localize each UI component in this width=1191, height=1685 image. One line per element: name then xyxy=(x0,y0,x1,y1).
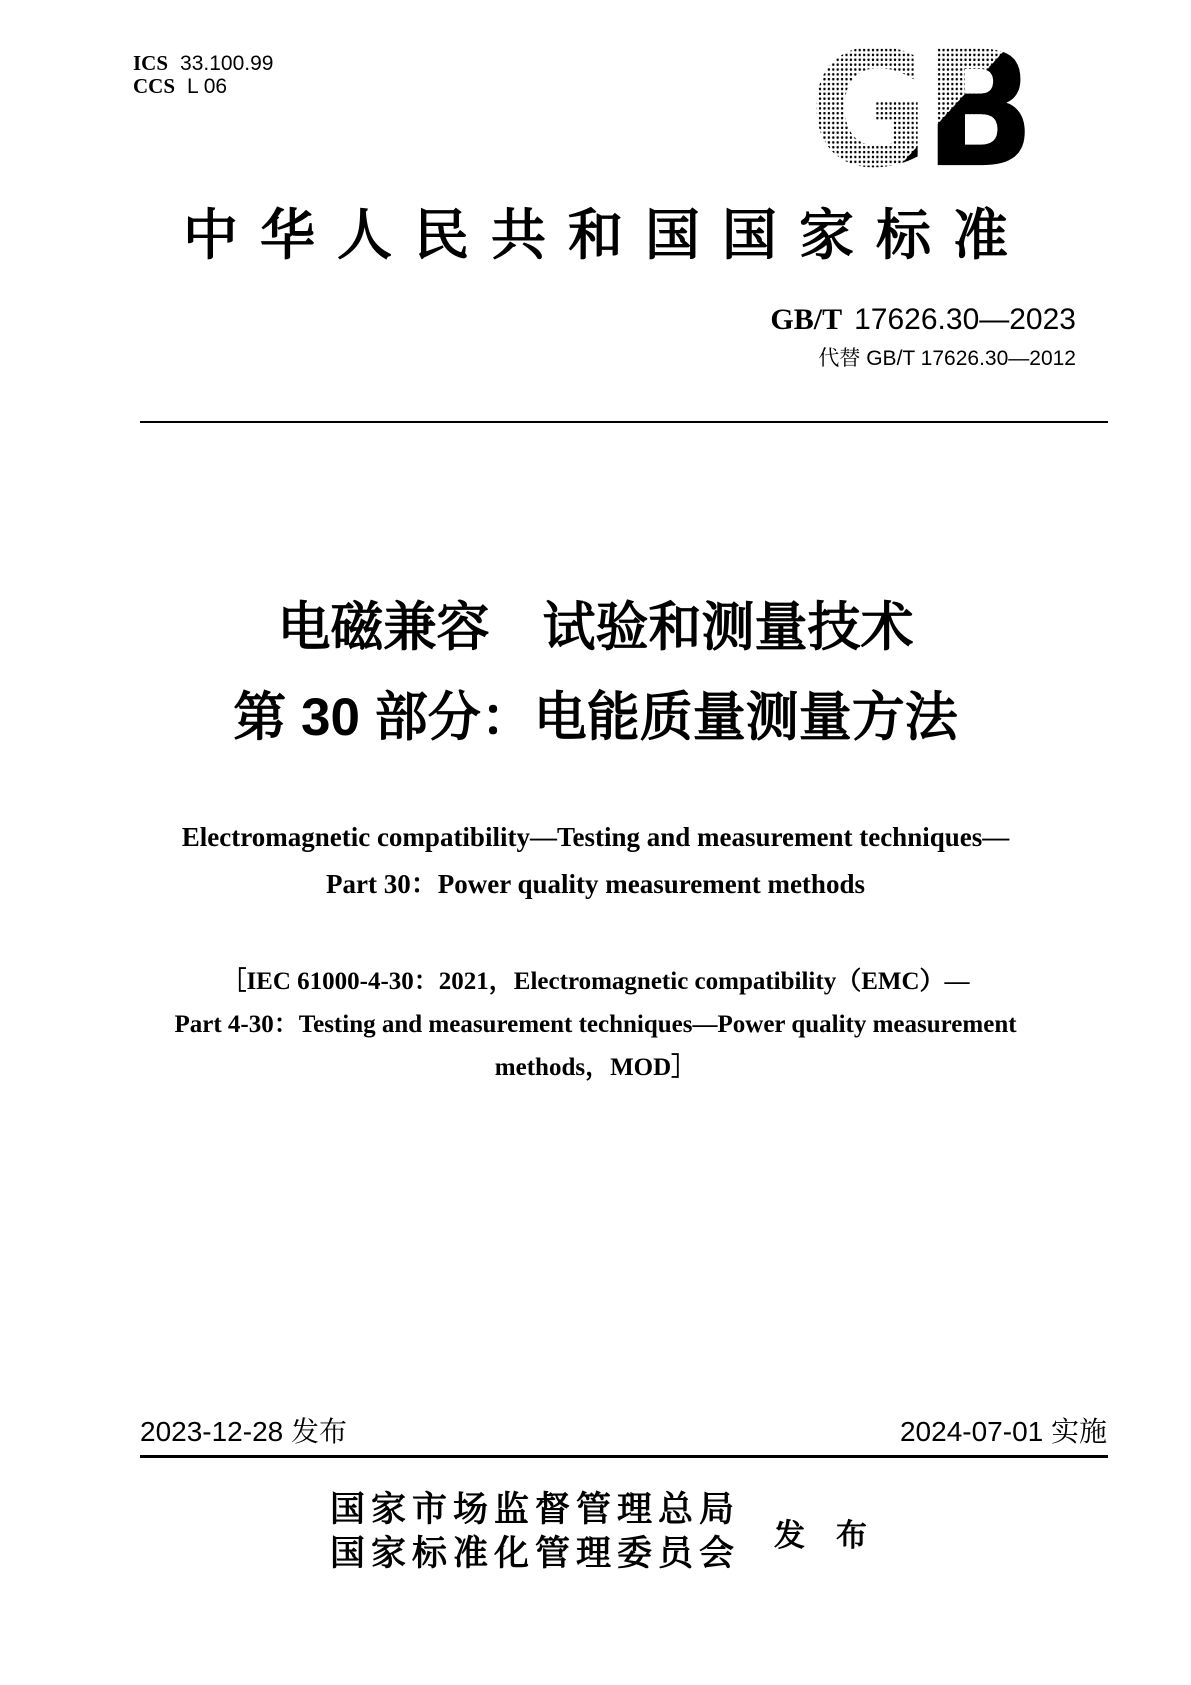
issuer-line1: 国家市场监督管理总局 xyxy=(329,1490,740,1529)
standard-number-value: 17626.30—2023 xyxy=(854,303,1076,336)
gb-logo-text: GB xyxy=(809,17,1031,203)
issuer-names xyxy=(324,1488,740,1576)
gb-logo xyxy=(795,17,1045,203)
title-chinese-line1: 电磁兼容 试验和测量技术 xyxy=(277,598,914,657)
standard-number xyxy=(770,303,1076,337)
standard-number-prefix: GB/T xyxy=(770,303,843,336)
issue-date: 2023-12-28 发布 xyxy=(140,1416,348,1447)
issuer-line2: 国家标准化管理委员会 xyxy=(329,1534,740,1573)
title-english-line1: Electromagnetic compatibility—Testing and measurement techniques— xyxy=(181,822,1010,852)
ccs-line xyxy=(133,75,273,98)
iec-adoption-line1: ［IEC 61000-4-30：2021，Electromagnetic compatibility（EMC）— xyxy=(221,968,970,995)
replaces-note: 代替 GB/T 17626.30—2012 xyxy=(818,347,1076,370)
header-divider xyxy=(140,421,1108,423)
title-english-line2: Part 30：Power quality measurement methods xyxy=(326,869,865,899)
title-english xyxy=(0,822,1191,899)
ccs-value: L 06 xyxy=(187,75,228,98)
title-chinese-line2: 第 30 部分：电能质量测量方法 xyxy=(233,688,958,747)
issuer-block xyxy=(0,1488,1191,1576)
ics-line xyxy=(133,52,273,75)
standard-number-block xyxy=(770,303,1076,371)
ics-value: 33.100.99 xyxy=(180,52,274,75)
publish-label: 发 布 xyxy=(774,1517,867,1553)
implement-date: 2024-07-01 实施 xyxy=(899,1416,1107,1447)
footer-divider xyxy=(140,1455,1108,1458)
ccs-label: CCS xyxy=(133,74,176,98)
iec-adoption-line2: Part 4-30：Testing and measurement techniques—Power quality measurement xyxy=(174,1011,1017,1038)
ics-label: ICS xyxy=(133,51,169,75)
national-standard-heading: 中华人民共和国国家标准 xyxy=(182,205,1030,266)
dates-row xyxy=(140,1416,1107,1448)
title-chinese xyxy=(0,600,1191,746)
iec-adoption-line3: methods，MOD］ xyxy=(494,1054,697,1081)
iec-adoption-note xyxy=(0,968,1191,1082)
classification-codes xyxy=(133,52,273,98)
